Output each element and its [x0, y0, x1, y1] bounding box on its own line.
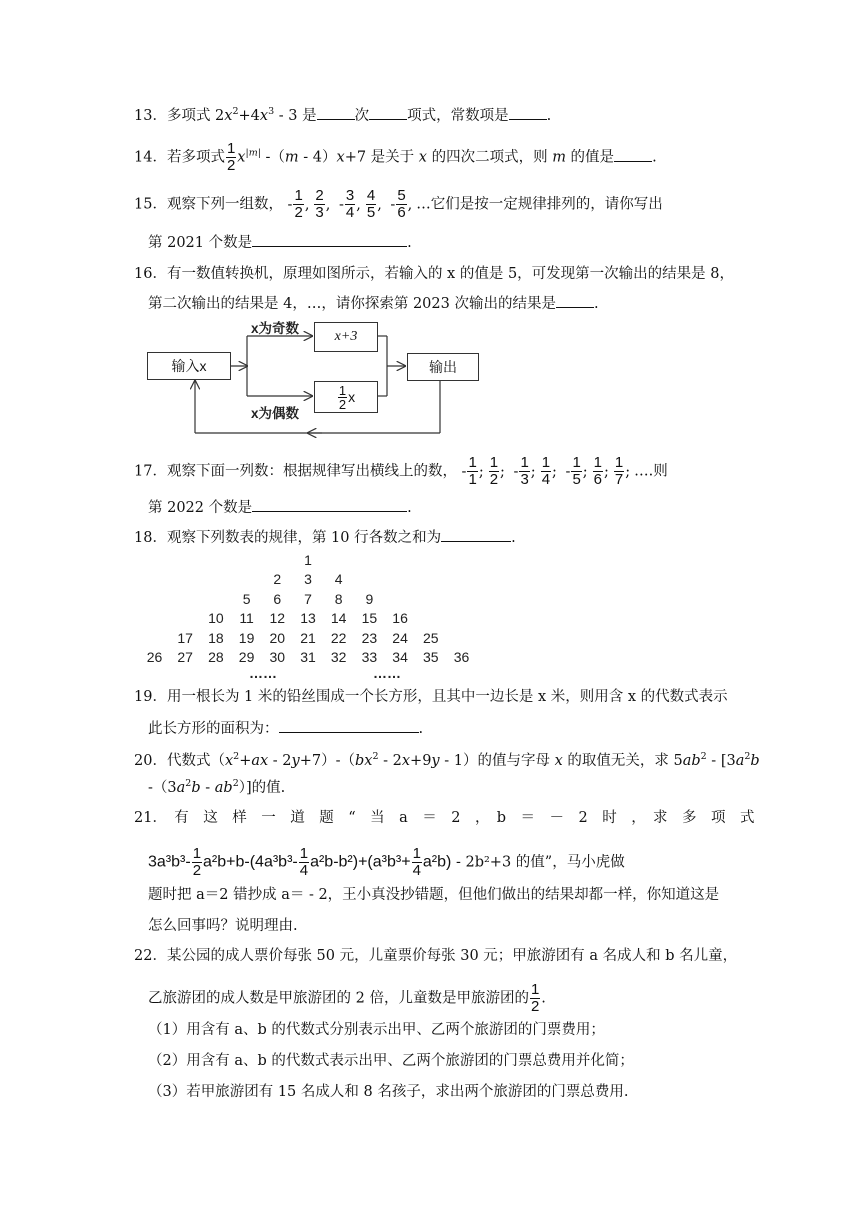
denominator: 5	[366, 204, 376, 221]
denominator: 4	[412, 862, 421, 879]
text: +	[239, 753, 252, 769]
table-cell: 24	[392, 629, 408, 646]
table-cell: 13	[300, 610, 316, 627]
denominator: 3	[315, 204, 324, 221]
odd-operation-box	[314, 322, 378, 352]
fraction	[293, 188, 303, 221]
answer-blank[interactable]	[614, 147, 652, 162]
text: .	[407, 500, 412, 516]
table-cell: 6	[273, 590, 282, 607]
fraction	[571, 455, 581, 488]
question-number: 19．	[134, 689, 167, 705]
table-cell: 3	[304, 571, 312, 588]
answer-blank[interactable]	[252, 497, 407, 512]
denominator: 6	[397, 204, 406, 221]
question-21-line4	[148, 916, 298, 936]
minus-sign: -	[508, 463, 519, 480]
text: 的四次二项式，则	[426, 149, 553, 166]
answer-blank[interactable]	[317, 105, 355, 120]
table-cell: 35	[423, 649, 439, 665]
fraction	[338, 384, 347, 411]
sequence-term	[540, 454, 557, 488]
separator: ;	[530, 463, 536, 480]
question-16	[134, 264, 734, 284]
text: -（	[260, 149, 285, 166]
numerator: 1	[338, 382, 347, 398]
text: +7）-（	[299, 753, 355, 769]
question-20-line2: $-(3a^2b - ab^2)$]的值.	[148, 778, 286, 796]
even-condition-label: x为偶数	[251, 406, 300, 421]
question-number: 13．	[134, 108, 167, 124]
question-17	[134, 455, 668, 488]
denominator: 4	[299, 862, 309, 879]
question-number: 15．	[134, 196, 167, 213]
denominator: 4	[345, 204, 355, 221]
question-20: 20．代数式$(x^2+ax - 2y+7)-(bx^2 - 2x+9y - 1)$的值与字母 x 的取值无关，求 $5ab^2 - [3a^2b$	[134, 751, 760, 769]
sequence-term	[282, 187, 310, 221]
question-22	[134, 946, 737, 966]
odd-operation: x+3	[334, 329, 358, 344]
answer-blank[interactable]	[509, 105, 547, 120]
odd-condition-label: x为奇数	[251, 321, 300, 336]
answer-blank[interactable]	[556, 293, 594, 308]
text: 观察下面一列数：根据规律写出横线上的数，	[166, 463, 457, 480]
table-cell: 31	[300, 649, 316, 665]
question-22-line2	[148, 982, 546, 1015]
table-cell: 27	[177, 649, 193, 665]
denominator: 2	[489, 471, 499, 488]
text: ． 有 这 样 一 道 题 “ 当 a ＝ 2 ， b ＝ － 2 时 ， 求 多 项 式	[152, 810, 755, 826]
separator: ;	[582, 463, 588, 480]
separator: ;	[552, 463, 557, 480]
table-cell: 7	[304, 590, 312, 607]
table-cell: 12	[269, 610, 286, 627]
table-cell: 19	[238, 629, 255, 646]
text: 第 2022 个数是	[148, 500, 253, 516]
text: +4	[238, 108, 260, 124]
separator: ;	[625, 463, 631, 480]
table-cell: 5	[242, 590, 251, 607]
numerator: 1	[541, 454, 551, 471]
fraction	[396, 188, 406, 221]
denominator: 1	[468, 471, 477, 488]
text: 某公园的成人票价每张 50 元，儿童票价每张 30 元；甲旅游团有 a 名成人和 b 名儿童，	[166, 948, 738, 964]
text: - 4）	[298, 149, 337, 166]
numerator: 1	[294, 187, 303, 204]
conversion-machine-diagram	[140, 316, 490, 441]
even-operation-box	[314, 381, 378, 413]
sequence-term	[508, 454, 536, 488]
numerator: 5	[397, 187, 406, 204]
text: 的取值无关，求 5	[562, 753, 683, 769]
question-16-line2	[148, 293, 599, 314]
numerator: 1	[412, 845, 421, 862]
minus-sign: -	[334, 196, 344, 213]
question-21-expression	[148, 846, 625, 879]
table-cell: 16	[392, 610, 408, 627]
fraction	[314, 188, 324, 221]
text: .	[541, 990, 546, 1007]
fraction	[530, 982, 540, 1015]
table-cell: 32	[330, 649, 347, 665]
text: ….则	[634, 463, 668, 480]
text: 怎么回事吗？说明理由.	[148, 918, 298, 934]
text: 乙旅游团的成人数是甲旅游团的 2 倍，儿童数是甲旅游团的	[148, 990, 529, 1007]
numerator: 1	[593, 454, 603, 471]
text: .	[407, 235, 412, 251]
text: …它们是按一定规律排列的，请你写出	[416, 196, 663, 213]
question-21-line3	[148, 885, 719, 905]
table-cell: 18	[208, 629, 224, 646]
table-cell: 9	[365, 590, 374, 607]
text: 题时把 a＝2 错抄成 a＝ - 2，王小真没抄错题，但他们做出的结果却都一样，你知道这是	[148, 887, 720, 903]
separator: ,	[325, 196, 331, 213]
table-ellipsis: ……	[373, 665, 401, 682]
question-number: 22．	[134, 948, 167, 964]
separator: ,	[407, 196, 413, 213]
sequence-term	[385, 187, 413, 221]
question-21	[134, 808, 755, 828]
sequence-term	[313, 187, 331, 221]
numerator: 1	[299, 845, 309, 862]
expression-part: a²b)	[422, 853, 452, 871]
text: 用一根长为 1 米的铅丝围成一个长方形，且其中一边长是 x 米，则用含 x 的代数式表示	[166, 689, 728, 705]
fraction	[366, 188, 376, 221]
text: 第二次输出的结果是 4，…，请你探索第 2023 次输出的结果是	[148, 296, 556, 312]
table-cell: 22	[330, 629, 347, 646]
denominator: 2	[192, 862, 202, 879]
numerator: 3	[345, 187, 355, 204]
text: 多项式 2	[166, 108, 225, 124]
text: - 1）的值与字母	[439, 753, 555, 769]
question-17-line2	[148, 497, 412, 518]
numerator: 1	[614, 454, 624, 471]
fraction	[412, 846, 422, 879]
question-19	[134, 687, 728, 707]
fraction	[519, 455, 529, 488]
text: 项式，常数项是	[407, 108, 509, 124]
numerator: 1	[520, 454, 529, 471]
separator: ,	[356, 196, 361, 213]
numerator: 1	[489, 454, 499, 471]
text: 观察下列数表的规律，第 10 行各数之和为	[166, 530, 442, 546]
table-cell: 33	[361, 649, 378, 665]
denominator: 2	[226, 157, 236, 174]
expression-part: a²b+b-(4a³b³-	[203, 853, 298, 871]
denominator: 2	[294, 204, 303, 221]
table-cell: 36	[453, 649, 470, 665]
answer-blank[interactable]	[369, 105, 407, 120]
answer-blank[interactable]	[279, 718, 419, 733]
sequence-term	[334, 187, 361, 221]
text: 此长方形的面积为：	[148, 721, 279, 737]
question-15	[134, 188, 663, 221]
text: - 2	[268, 753, 292, 769]
table-cell: 2	[273, 571, 282, 588]
table-cell: 25	[423, 629, 439, 646]
numerator: 1	[530, 981, 540, 998]
text: - [3	[706, 753, 736, 769]
answer-blank[interactable]	[441, 527, 511, 542]
text: +7 是关于	[344, 149, 419, 166]
text: 次	[354, 108, 370, 124]
expression-part: a²b-b²)+(a³b³+	[310, 853, 411, 871]
text: 若多项式	[166, 149, 225, 166]
text: ）]的值.	[238, 780, 286, 796]
question-13: 13．多项式 $2x^2+4x^3 - 3$ 是 次 项式，常数项是 .	[134, 106, 552, 124]
question-number: 20．	[134, 753, 167, 769]
fraction	[467, 455, 477, 488]
fraction-sequence	[456, 454, 634, 488]
table-cell: 1	[304, 552, 312, 568]
expression-part: 3a³b³-	[148, 853, 191, 871]
minus-sign: -	[456, 463, 467, 480]
sequence-term	[613, 454, 631, 488]
question-19-line2	[148, 718, 423, 739]
sequence-term	[592, 454, 609, 488]
sequence-term	[560, 454, 588, 488]
subquestion-1: （1）用含有 a、b 的代数式分别表示出甲、乙两个旅游团的门票费用；	[148, 1022, 605, 1038]
denominator: 7	[614, 471, 624, 488]
table-cell: 17	[177, 629, 193, 646]
text: +9	[410, 753, 432, 769]
table-cell: 34	[392, 649, 408, 665]
question-number: 16．	[134, 266, 167, 282]
sequence-term	[456, 454, 484, 488]
numerator: 1	[226, 140, 236, 157]
numerator: 2	[315, 187, 324, 204]
table-cell: 21	[300, 629, 316, 646]
separator: ,	[377, 196, 382, 213]
sequence-term	[365, 187, 382, 221]
table-ellipsis: ……	[249, 665, 277, 682]
separator: ;	[604, 463, 609, 480]
numerator: 1	[468, 454, 477, 471]
input-box	[147, 352, 231, 380]
fraction	[345, 188, 355, 221]
text: -	[200, 780, 215, 796]
table-cell: 11	[239, 610, 254, 627]
table-cell: 4	[334, 571, 343, 588]
denominator: 4	[541, 471, 551, 488]
table-cell: 14	[330, 610, 347, 627]
question-14: 14．若多项式 $\frac{1}{2}$ $x^{|m|}$ -（m - 4）x+7 是关于 x 的四次二项式，则 m 的值是 .	[134, 140, 657, 174]
separator: ,	[304, 196, 310, 213]
fraction	[489, 455, 499, 488]
denominator: 5	[572, 471, 581, 488]
table-cell: 10	[208, 610, 224, 627]
denominator: 2	[338, 396, 347, 412]
table-cell: 20	[269, 629, 286, 646]
text: 有一数值转换机，原理如图所示，若输入的 x 的值是 5，可发现第一次输出的结果是 8，	[166, 266, 735, 282]
text: -（3	[148, 780, 177, 796]
question-15-line2	[148, 232, 412, 253]
sequence-term	[488, 454, 505, 488]
text: - 2b²+3 的值”，马小虎做	[451, 854, 625, 871]
fraction	[614, 455, 624, 488]
question-number: 18．	[134, 530, 167, 546]
numerator: 4	[366, 187, 376, 204]
denominator: 3	[520, 471, 529, 488]
fraction	[226, 141, 236, 174]
text: .	[546, 108, 552, 124]
minus-sign: -	[282, 196, 293, 213]
numerator: 1	[572, 454, 581, 471]
text: 的值是	[565, 149, 615, 166]
numerator: 1	[192, 845, 202, 862]
denominator: 2	[530, 998, 540, 1015]
text: - 2	[378, 753, 402, 769]
subquestion-2: （2）用含有 a、b 的代数式表示出甲、乙两个旅游团的门票总费用并化简；	[148, 1053, 634, 1069]
text: 观察下列一组数，	[166, 196, 283, 213]
fraction	[192, 846, 202, 879]
fraction	[593, 455, 603, 488]
fraction	[541, 455, 551, 488]
text: .	[593, 296, 599, 312]
table-cell: 8	[334, 590, 343, 607]
table-cell: 26	[146, 649, 163, 665]
output-box	[407, 353, 479, 381]
question-number: 14．	[134, 149, 167, 166]
subquestion-3: （3）若甲旅游团有 15 名成人和 8 名孩子，求出两个旅游团的门票总费用.	[148, 1084, 629, 1100]
text: .	[652, 149, 657, 166]
fraction	[299, 846, 309, 879]
question-18	[134, 527, 516, 548]
table-cell: 15	[361, 610, 378, 627]
answer-blank[interactable]	[252, 232, 407, 247]
output-label: 输出	[429, 359, 457, 375]
text: - 3 是	[274, 108, 317, 124]
table-cell: 28	[208, 649, 224, 665]
table-cell: 29	[238, 649, 255, 665]
table-cell: 30	[269, 649, 286, 665]
table-cell: 23	[361, 629, 378, 646]
variable: x	[348, 389, 356, 405]
input-label: 输入x	[171, 358, 207, 374]
text: 代数式（	[166, 753, 225, 769]
fraction-sequence	[282, 187, 416, 221]
text: 第 2021 个数是	[148, 235, 253, 251]
separator: ;	[478, 463, 484, 480]
denominator: 6	[593, 471, 603, 488]
minus-sign: -	[560, 463, 571, 480]
question-number: 17．	[134, 463, 167, 480]
separator: ;	[500, 463, 505, 480]
text: .	[511, 530, 516, 546]
question-number: 21	[134, 810, 153, 826]
minus-sign: -	[385, 196, 396, 213]
text: .	[418, 721, 424, 737]
